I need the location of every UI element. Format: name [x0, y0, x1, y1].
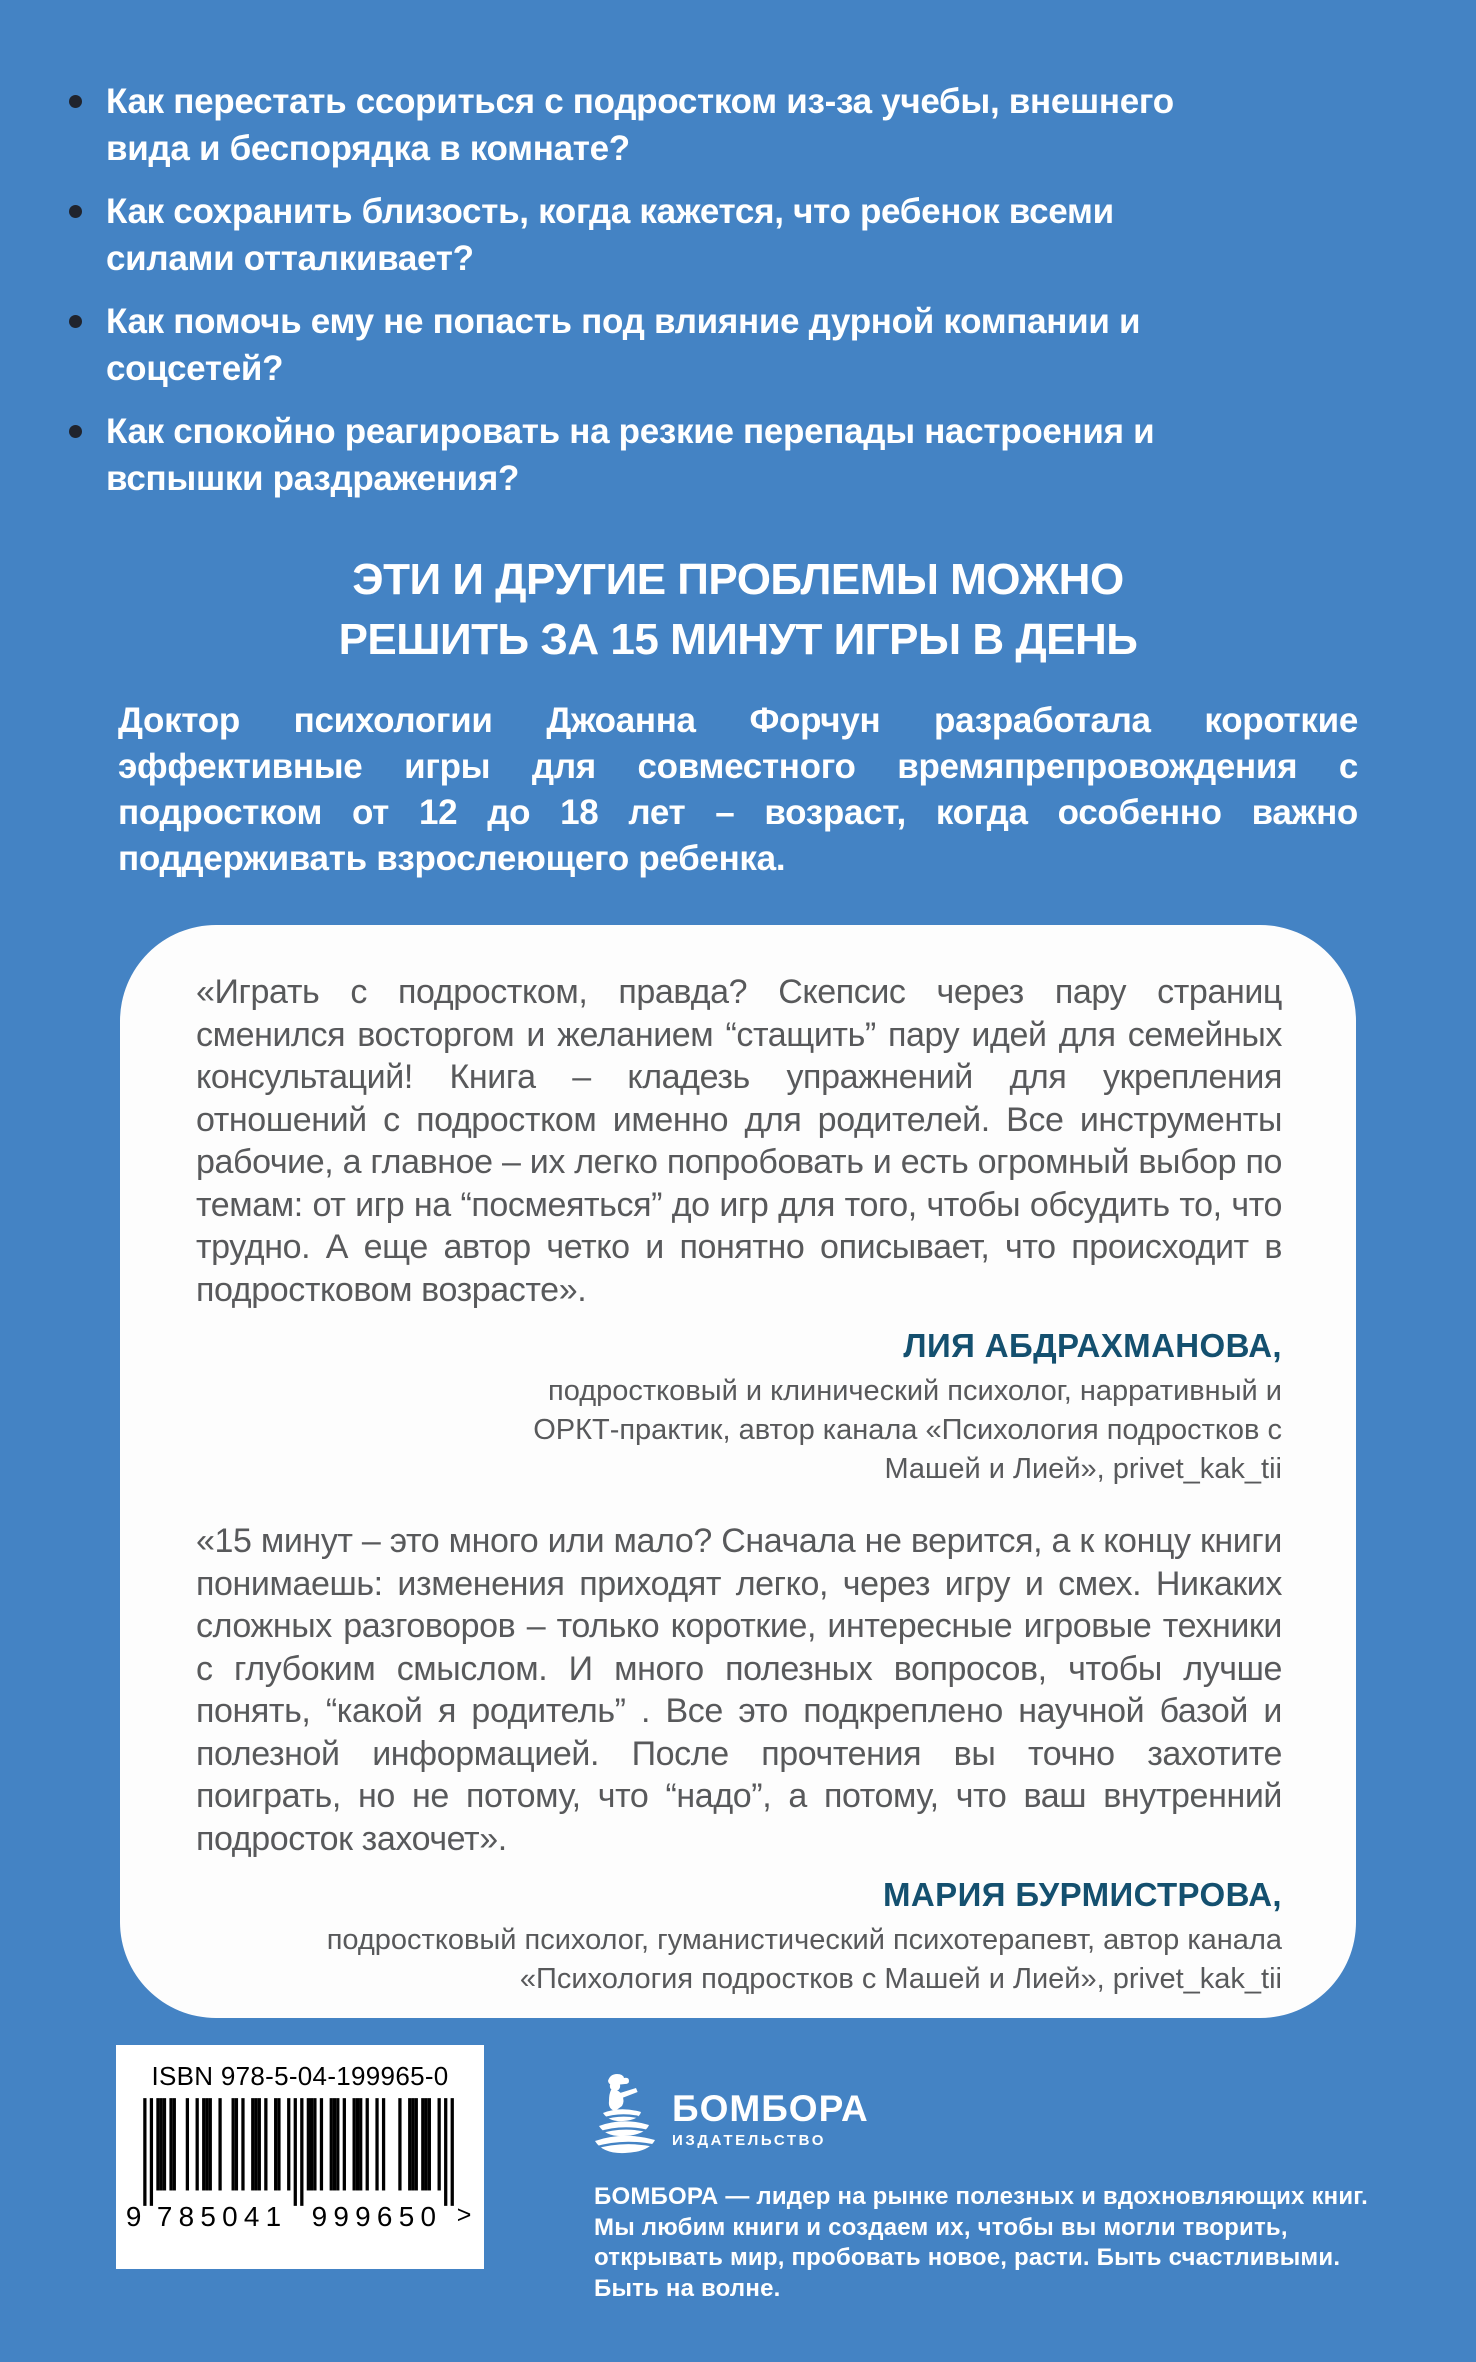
publisher-logo-text — [672, 2090, 869, 2149]
review-quote: «Играть с подростком, правда? Скепсис через пару страниц сменился восторгом и желанием “стащить” пару идей для семейных консультаций! Книга – кладезь упражнений для укрепления отношений с подростком именно для родителей. Все инструменты рабочие, а главное – их легко попробовать и есть огромный выбор по темам: от игр на “посмеяться” до игр для того, чтобы обсудить то, что трудно. А еще автор четко и понятно описывает, что происходит в подростковом возрасте». — [196, 973, 1282, 1309]
question-text: Как помочь ему не попасть под влияние дурной компании и соцсетей? — [106, 302, 1141, 388]
page-title — [0, 550, 1476, 670]
review-quote: «15 минут – это много или мало? Сначала не верится, а к концу книги понимаешь: изменения приходят легко, через игру и смех. Никаких сложных разговоров – только короткие, интересные игровые техники с глубоким смыслом. И много полезных вопросов, чтобы лучше понять, “какой я родитель” . Все это подкреплено научной базой и полезной информацией. После прочтения вы точно захотите поиграть, но не потому, что “надо”, а потому, что ваш внутренний подросток захочет». — [196, 1522, 1282, 1858]
bullet-icon — [69, 425, 82, 438]
question-text: Как спокойно реагировать на резкие перепады настроения и вспышки раздражения? — [106, 412, 1155, 498]
isbn-label: ISBN 978-5-04-199965-0 — [151, 2061, 449, 2091]
questions-list — [66, 78, 1176, 518]
intro-paragraph: Доктор психологии Джоанна Форчун разработала короткие эффективные игры для совместного времяпрепровождения с подростком от 12 до 18 лет – возраст, когда особенно важно поддерживать взрослеющего ребенка. — [118, 701, 1358, 878]
publisher-block — [594, 2073, 1406, 2304]
publisher-logo-title: БОМБОРА — [672, 2088, 869, 2129]
publisher-logo-subtitle: ИЗДАТЕЛЬСТВО — [672, 2132, 826, 2149]
list-item — [66, 78, 1176, 172]
list-item — [66, 188, 1176, 282]
publisher-description: БОМБОРА — лидер на рынке полезных и вдохновляющих книг. Мы любим книги и создаем их, чтобы вы могли творить, открывать мир, пробовать новое, расти. Быть счастливыми. Быть на волне. — [594, 2183, 1368, 2302]
surfer-wave-logo-icon — [594, 2073, 658, 2157]
svg-text:785041: 785041 — [156, 2201, 288, 2231]
reviewer-name: ЛИЯ АБДРАХМАНОВА, — [903, 1327, 1282, 1364]
bullet-icon — [69, 205, 82, 218]
reviewer-name: МАРИЯ БУРМИСТРОВА, — [883, 1876, 1282, 1913]
bullet-icon — [69, 315, 82, 328]
svg-text:999650: 999650 — [311, 2201, 443, 2231]
ean13-barcode — [124, 2098, 476, 2231]
reviewer-credentials: подростковый и клинический психолог, нарративный и ОРКТ-практик, автор канала «Психология подростков с Машей и Лией», privet_kak_tii — [533, 1375, 1282, 1485]
review-block — [196, 971, 1282, 1489]
list-item — [66, 298, 1176, 392]
publisher-logo — [594, 2073, 1406, 2157]
review-block — [196, 1520, 1282, 1999]
page-title-line-2: РЕШИТЬ ЗА 15 МИНУТ ИГРЫ В ДЕНЬ — [338, 615, 1138, 664]
svg-text:>: > — [456, 2201, 472, 2230]
reviewer-credentials: подростковый психолог, гуманистический психотерапевт, автор канала «Психология подростков с Машей и Лией», privet_kak_tii — [326, 1924, 1282, 1995]
list-item — [66, 408, 1176, 502]
isbn-box — [116, 2045, 484, 2269]
bullet-icon — [69, 95, 82, 108]
reviews-card — [120, 925, 1356, 2018]
question-text: Как перестать ссориться с подростком из-за учебы, внешнего вида и беспорядка в комнате? — [106, 82, 1174, 168]
page-title-line-1: ЭТИ И ДРУГИЕ ПРОБЛЕМЫ МОЖНО — [352, 555, 1124, 604]
question-text: Как сохранить близость, когда кажется, что ребенок всеми силами отталкивает? — [106, 192, 1114, 278]
svg-text:9: 9 — [125, 2201, 142, 2231]
